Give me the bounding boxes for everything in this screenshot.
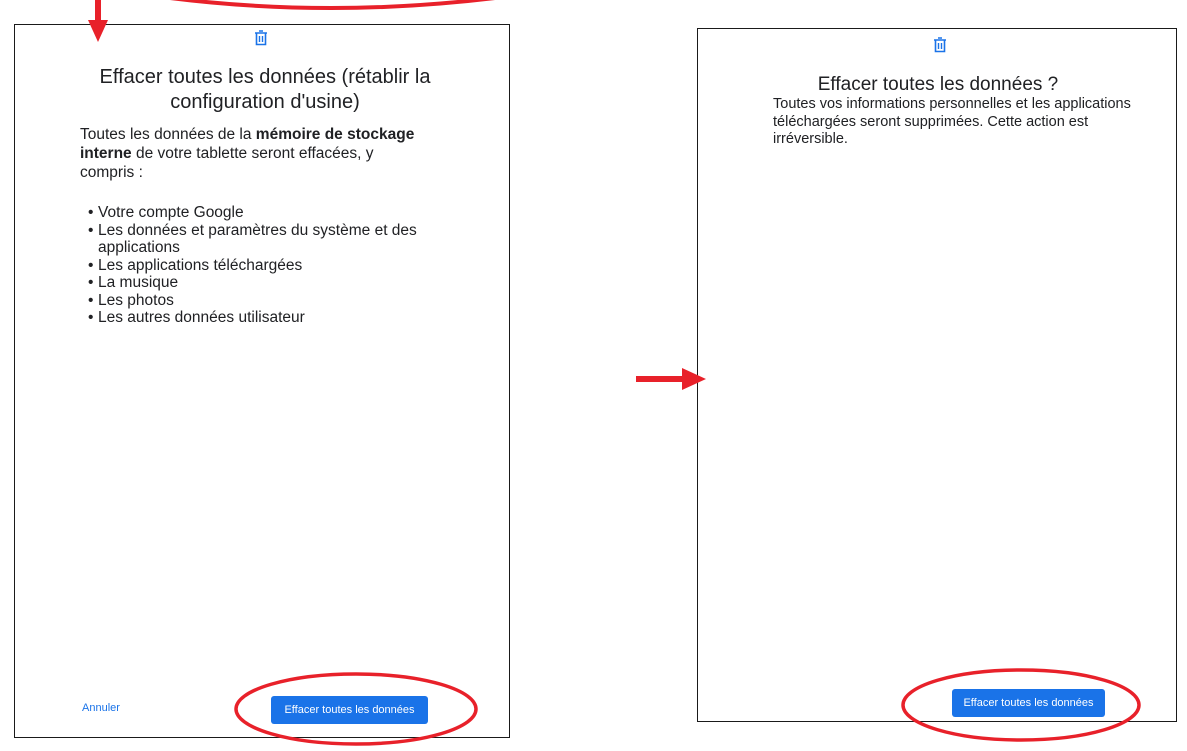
list-item: • Les données et paramètres du système et des applications [88,222,428,257]
highlight-ellipse-top [170,0,495,8]
list-item: • Les autres données utilisateur [88,309,428,327]
list-item: • Votre compte Google [88,204,428,222]
screen-factory-reset [14,24,510,738]
trash-icon [254,30,268,46]
page-title: Effacer toutes les données (rétablir la configuration d'usine) [99,66,431,113]
erase-all-data-button[interactable]: Effacer toutes les données [271,696,428,724]
description-bold: mémoire de stockage interne [80,126,415,162]
description-prefix: Toutes les données de la [80,126,256,143]
confirm-erase-button[interactable]: Effacer toutes les données [952,689,1105,717]
description-suffix: de votre tablette seront effacées, y compris : [80,145,374,181]
description [80,125,420,182]
list-item: • La musique [88,274,428,292]
list-item: • Les photos [88,292,428,310]
data-list [88,204,428,327]
page-title: Effacer toutes les données ? [817,74,1059,95]
description: Toutes vos informations personnelles et les applications téléchargées seront supprimées. Cette action est irréversible. [773,96,1131,147]
trash-icon [933,37,947,53]
list-item: • Les applications téléchargées [88,257,428,275]
cancel-button[interactable]: Annuler [82,702,120,714]
arrow-right-icon [636,368,706,390]
screen-confirm-erase [697,28,1177,722]
